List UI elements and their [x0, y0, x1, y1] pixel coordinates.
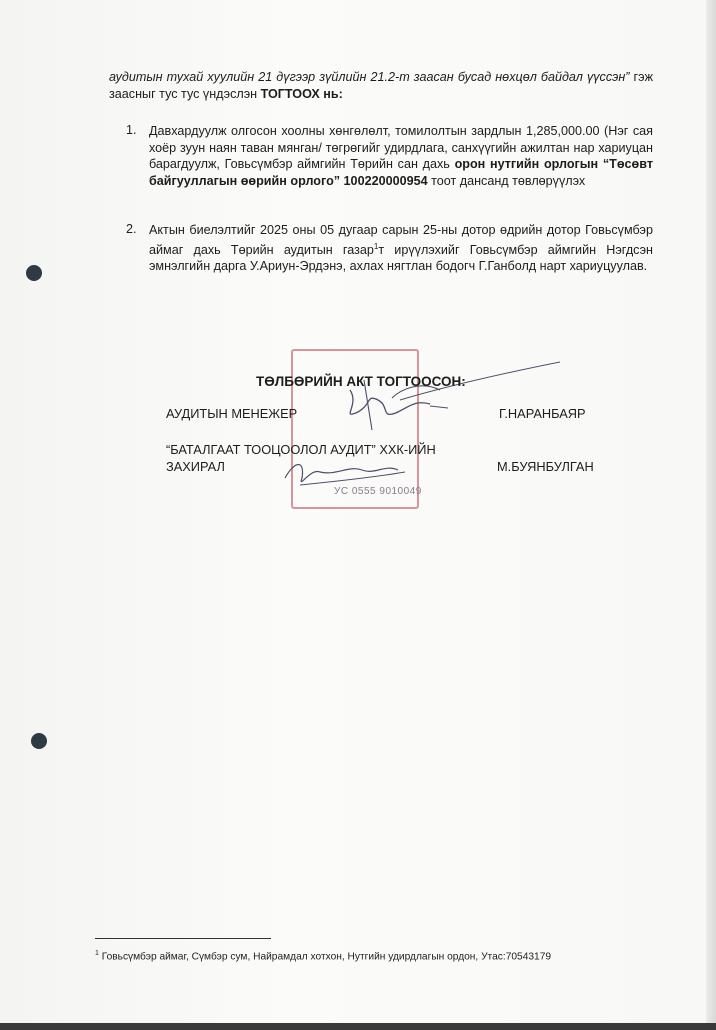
- footnote: [95, 950, 551, 962]
- item-1-text: [149, 123, 653, 189]
- item-2-part1: Актын биелэлтийг 2025 оны 05 дугаар сарын 25-ны дотор өдрийн дотор Говьсүмбэр аймаг дахь Төрийн аудитын газар: [149, 223, 653, 257]
- item-1-part1: Давхардуулж олгосон хоолны хөнгөлөлт, томилолтын зардлын 1,285,000.00 (Нэг сая хоёр зуун наян таван мянган/ төгрөгийг удирдлага, санхүүгийн ажилтан нар хариуцан барагдуулж, Говьсүмбэр аймгийн Төрийн сан дахь: [149, 124, 653, 171]
- footnote-text: Говьсүмбэр аймаг, Сүмбэр сум, Найрамдал хотхон, Нутгийн удирдлагын ордон, Утас:70543179: [98, 951, 552, 963]
- item-1-bold: орон нутгийн орлогын “Төсөвт байгууллагын өөрийн орлого” 100220000954: [149, 157, 653, 188]
- intro-italic: аудитын тухай хуулийн 21 дүгээр зүйлийн 21.2-т заасан бусад нөхцөл байдал үүссэн”: [109, 70, 630, 84]
- punch-hole-top: [26, 265, 42, 281]
- item-2-number: 2.: [126, 222, 137, 236]
- item-2-part2: т ирүүлэхийг Говьсүмбэр аймгийн Нэгдсэн эмнэлгийн дарга У.Ариун-Эрдэнэ, ахлах нягтлан бодогч Г.Ганболд нарт хариуцуулав.: [149, 242, 653, 274]
- intro-plain: гэж заасныг тус тус үндэслэн: [109, 70, 653, 101]
- intro-paragraph: [109, 69, 653, 103]
- page-bottom-edge: [0, 1023, 716, 1030]
- item-1-part2: тоот дансанд төвлөрүүлэх: [427, 173, 586, 188]
- role-director-line1: “БАТАЛГААТ ТООЦООЛОЛ АУДИТ” ХХК-ИЙН: [166, 442, 436, 457]
- role-audit-manager: АУДИТЫН МЕНЕЖЕР: [166, 406, 298, 421]
- item-2-footnote-ref: 1: [373, 241, 379, 251]
- role-director-line2: ЗАХИРАЛ: [166, 459, 225, 474]
- punch-hole-bottom: [31, 733, 47, 749]
- signatures-title: ТӨЛБӨРИЙН АКТ ТОГТООСОН:: [256, 374, 466, 389]
- stamp-number: УС 0555 9010049: [334, 486, 422, 497]
- item-2-text: [149, 222, 653, 275]
- footnote-marker: 1: [95, 950, 99, 957]
- name-director: М.БУЯНБУЛГАН: [497, 459, 594, 474]
- item-1-number: 1.: [126, 123, 137, 137]
- name-audit-manager: Г.НАРАНБАЯР: [499, 406, 586, 421]
- page-edge-shadow: [706, 0, 716, 1030]
- intro-bold: ТОГТООХ нь:: [260, 87, 343, 101]
- footnote-divider: [95, 938, 271, 939]
